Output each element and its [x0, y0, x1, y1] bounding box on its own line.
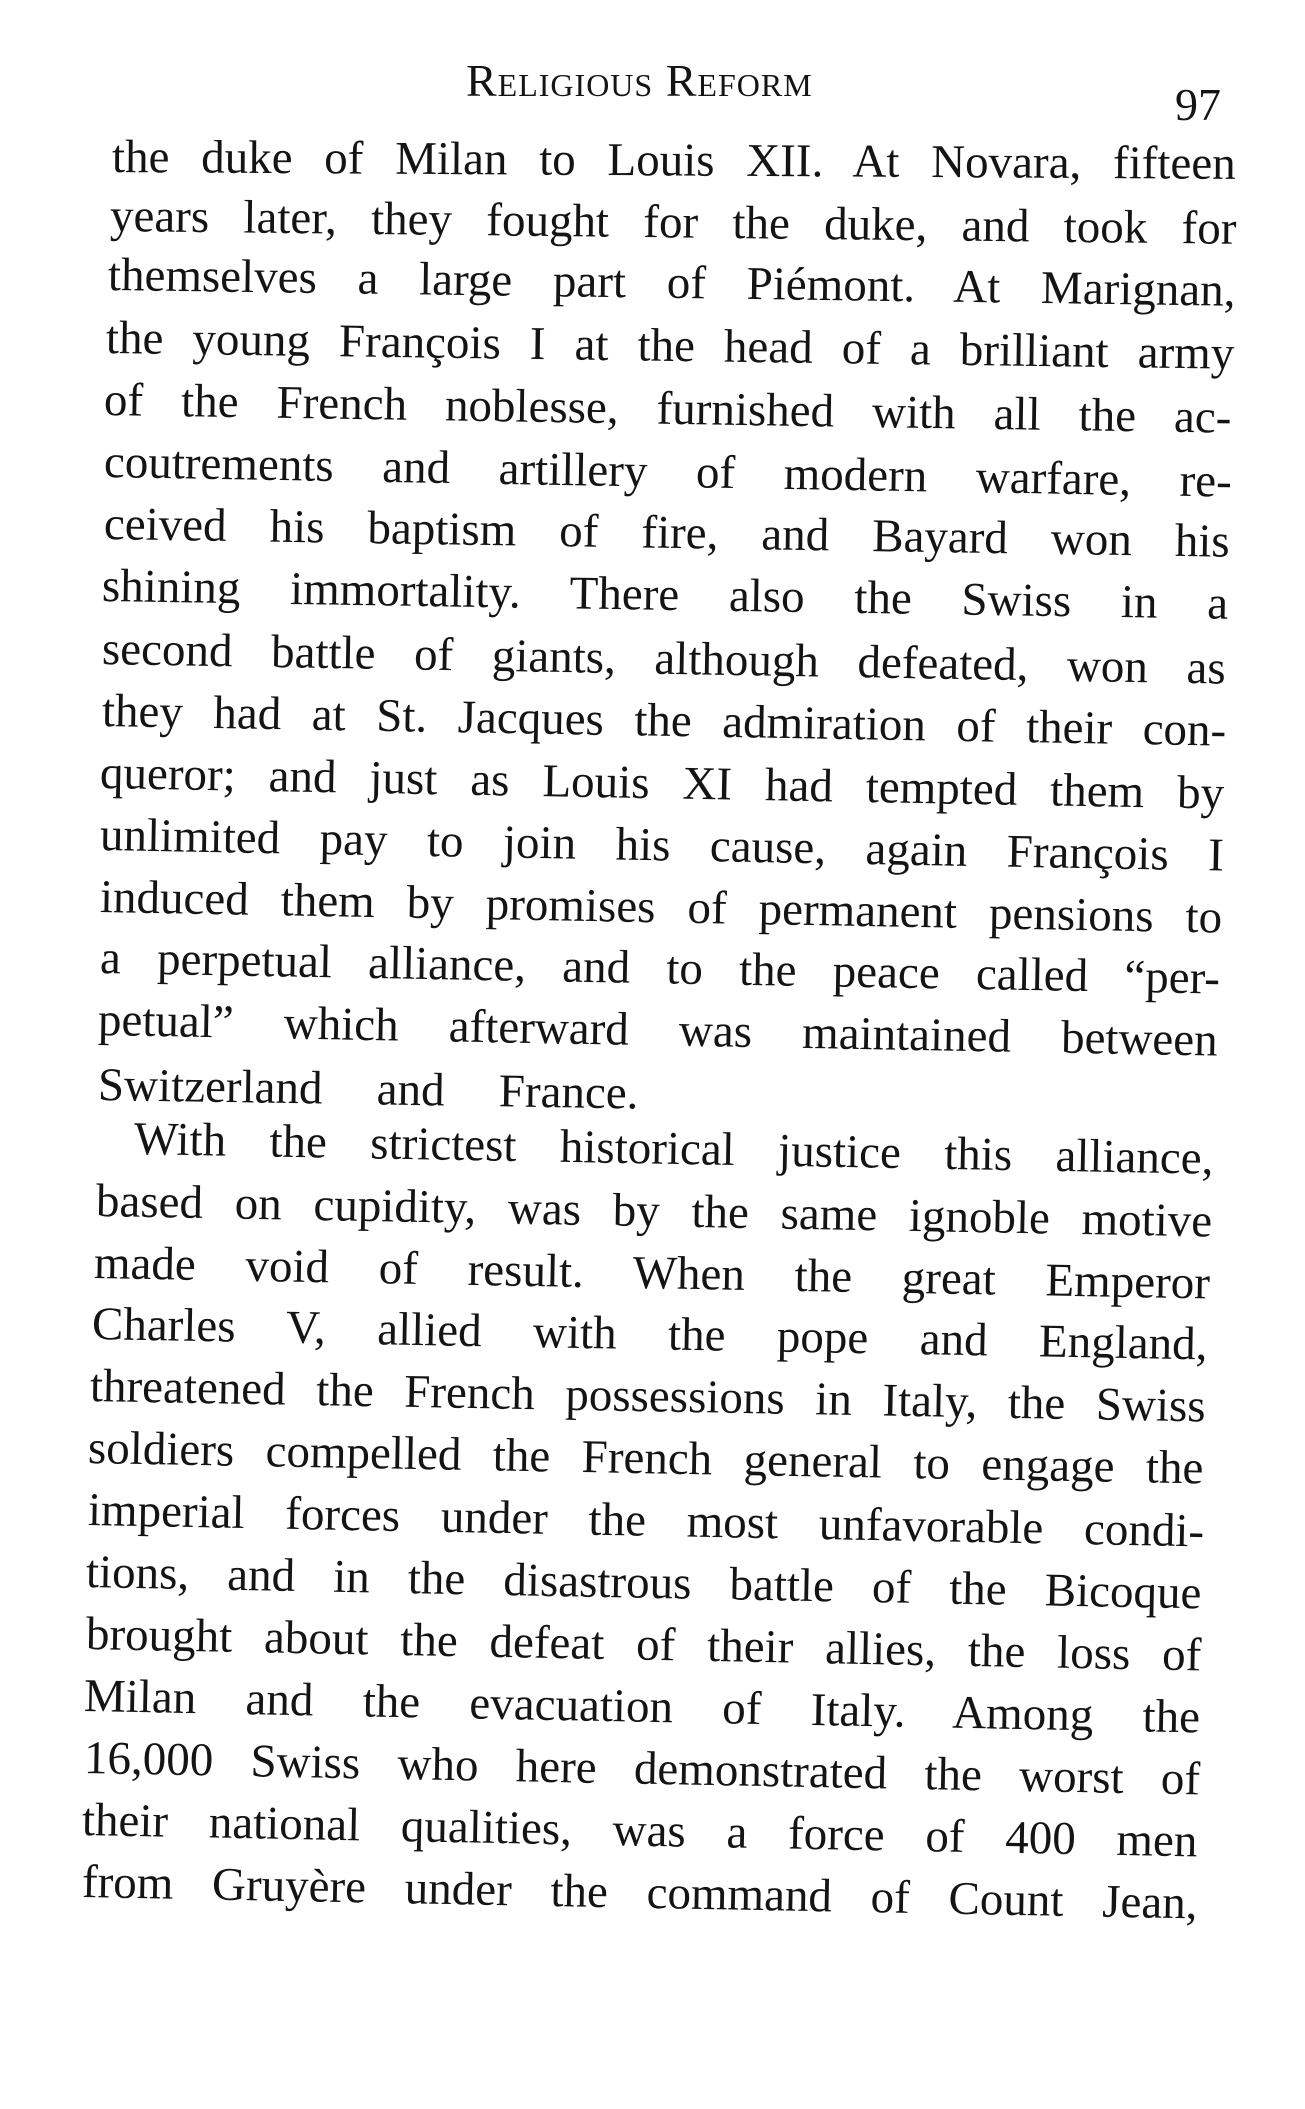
text-line: imperial forces under the most unfavorable condi- [87, 1484, 1205, 1558]
text-line: coutrements and artillery of modern warfare, re- [103, 436, 1233, 508]
text-line: unlimited pay to join his cause, again François I [99, 809, 1225, 882]
text-line: ceived his baptism of fire, and Bayard won his [103, 498, 1231, 568]
text-line: based on cupidity, was by the same ignoble motive [95, 1175, 1213, 1248]
text-line: petual” which afterward was maintained between [97, 994, 1219, 1067]
text-line: brought about the defeat of their allies, the loss of [85, 1608, 1202, 1682]
text-line: their national qualities, was a force of 400 men [81, 1794, 1198, 1868]
text-line: shining immortality. There also the Swiss in a [101, 560, 1229, 630]
text-line: 16,000 Swiss who here demonstrated the worst of [83, 1732, 1201, 1806]
text-line: from Gruyère under the command of Count Jean, [81, 1856, 1198, 1930]
text-line: soldiers compelled the French general to engage the [87, 1422, 1204, 1495]
text-line: tions, and in the disastrous battle of the Bicoque [85, 1546, 1202, 1620]
text-line: themselves a large part of Piémont. At Marignan, [107, 249, 1236, 317]
text-line: Milan and the evacuation of Italy. Among the [83, 1670, 1201, 1744]
text-line: the duke of Milan to Louis XII. At Novara, fifteen [111, 131, 1236, 190]
text-line: years later, they fought for the duke, and took for [109, 190, 1237, 255]
text-line: second battle of giants, although defeated, won as [101, 623, 1227, 695]
running-head: Religious Reform [466, 55, 813, 106]
text-line: Switzerland and France. [97, 1059, 639, 1120]
text-line: they had at St. Jacques the admiration of their con- [101, 685, 1227, 757]
text-line: With the strictest historical justice this alliance, [133, 1113, 1214, 1185]
text-line: a perpetual alliance, and to the peace called “per- [99, 932, 1221, 1005]
text-line: the young François I at the head of a brilliant army [105, 312, 1235, 380]
text-line: made void of result. When the great Emperor [93, 1237, 1211, 1310]
text-line: induced them by promises of permanent pensions to [99, 871, 1223, 944]
text-line: of the French noblesse, furnished with all the ac- [103, 374, 1232, 444]
page-number: 97 [1175, 79, 1221, 130]
text-line: Charles V, allied with the pope and England, [91, 1298, 1208, 1371]
text-line: queror; and just as Louis XI had tempted them by [99, 747, 1225, 820]
text-line: threatened the French possessions in Italy, the Swiss [89, 1360, 1207, 1433]
